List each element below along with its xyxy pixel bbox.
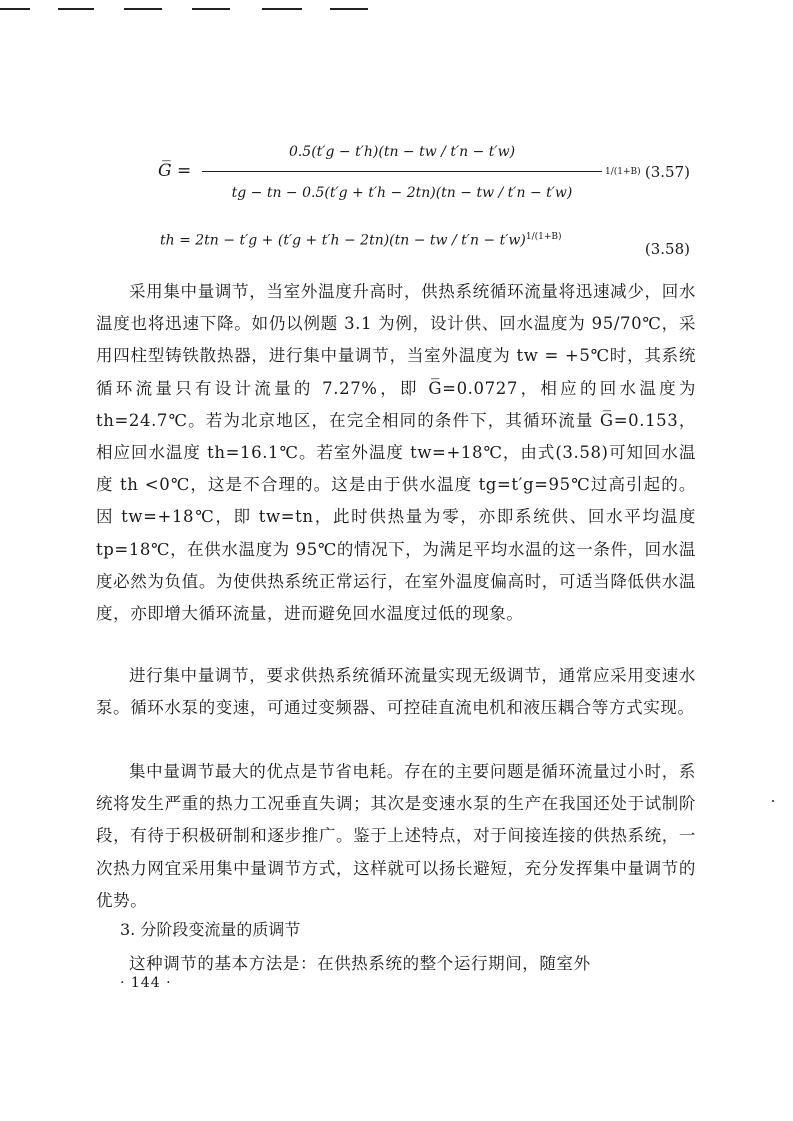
equation-denominator: tg − tn − 0.5(t′g + t′h − 2tn)(tn − tw / t′n − t′w) xyxy=(231,185,573,201)
top-dash xyxy=(330,8,368,10)
equation-number: (3.57) xyxy=(644,163,690,181)
top-dash xyxy=(192,8,230,10)
paragraph-text: 集中量调节最大的优点是节省电耗。存在的主要问题是循环流量过小时，系统将发生严重的热力工况垂直失调；其次是变速水泵的生产在我国还处于试制阶段，有待于积极研制和逐步推广。鉴于上述特点，对于间接连接的供热系统，一次热力网宜采用集中量调节方式，这样就可以扬长避短，充分发挥集中量调节的优势。 xyxy=(96,762,696,910)
equation-3-57 xyxy=(150,133,690,217)
equation-fraction xyxy=(202,133,602,214)
top-dash xyxy=(58,8,94,10)
paragraph xyxy=(96,756,696,917)
top-rule-dashes xyxy=(0,0,793,14)
equation-number: (3.58) xyxy=(644,240,690,258)
scan-speck xyxy=(772,800,774,802)
equation-numerator: 0.5(t′g − t′h)(tn − tw / t′n − t′w) xyxy=(202,133,602,172)
paragraph-text: 采用集中量调节，当室外温度升高时，供热系统循环流量将迅速减少，回水温度也将迅速下降。如仍以例题 3.1 为例，设计供、回水温度为 95/70℃，采用四柱型铸铁散热器，进行集中量调节，当室外温度为 tw = +5℃时，其系统循环流量只有设计流量的 7.27%，即 G̅=0.0727，相应的回水温度为 th=24.7℃。若为北京地区，在完全相同的条件下，其循环流量 G̅=0.153，相应回水温度 th=16.1℃。若室外温度 tw=+18℃，由式(3.58)可知回水温度 th <0℃，这是不合理的。这是由于供水温度 tg=t′g=95℃过高引起的。因 tw=+18℃，即 tw=tn，此时供热量为零，亦即系统供、回水平均温度 tp=18℃，在供水温度为 95℃的情况下，为满足平均水温的这一条件，回水温度必然为负值。为使供热系统正常运行，在室外温度偏高时，可适当降低供水温度，亦即增大循环流量，进而避免回水温度过低的现象。 xyxy=(96,282,696,624)
equation-exponent: 1/(1+B) xyxy=(525,232,562,242)
equation-lhs: G̅ = xyxy=(158,161,192,181)
equation-exponent: 1/(1+B) xyxy=(605,167,641,177)
paragraph xyxy=(96,660,696,724)
top-dash xyxy=(0,8,30,10)
paragraph-text: 这种调节的基本方法是：在供热系统的整个运行期间，随室外 xyxy=(129,954,591,973)
equation-body: th = 2tn − t′g + (t′g + t′h − 2tn)(tn − tw / t′n − t′w) xyxy=(160,232,526,249)
paragraph xyxy=(96,948,696,980)
section-heading: 3. 分阶段变流量的质调节 xyxy=(120,920,301,939)
top-dash xyxy=(124,8,162,10)
page-number: · 144 · xyxy=(120,975,172,991)
paragraph xyxy=(96,276,696,630)
paragraph-text: 进行集中量调节，要求供热系统循环流量实现无级调节，通常应采用变速水泵。循环水泵的变速，可通过变频器、可控硅直流电机和液压耦合等方式实现。 xyxy=(96,666,696,718)
equation-3-58 xyxy=(150,224,690,274)
equation-expression xyxy=(160,232,562,249)
top-dash xyxy=(262,8,302,10)
